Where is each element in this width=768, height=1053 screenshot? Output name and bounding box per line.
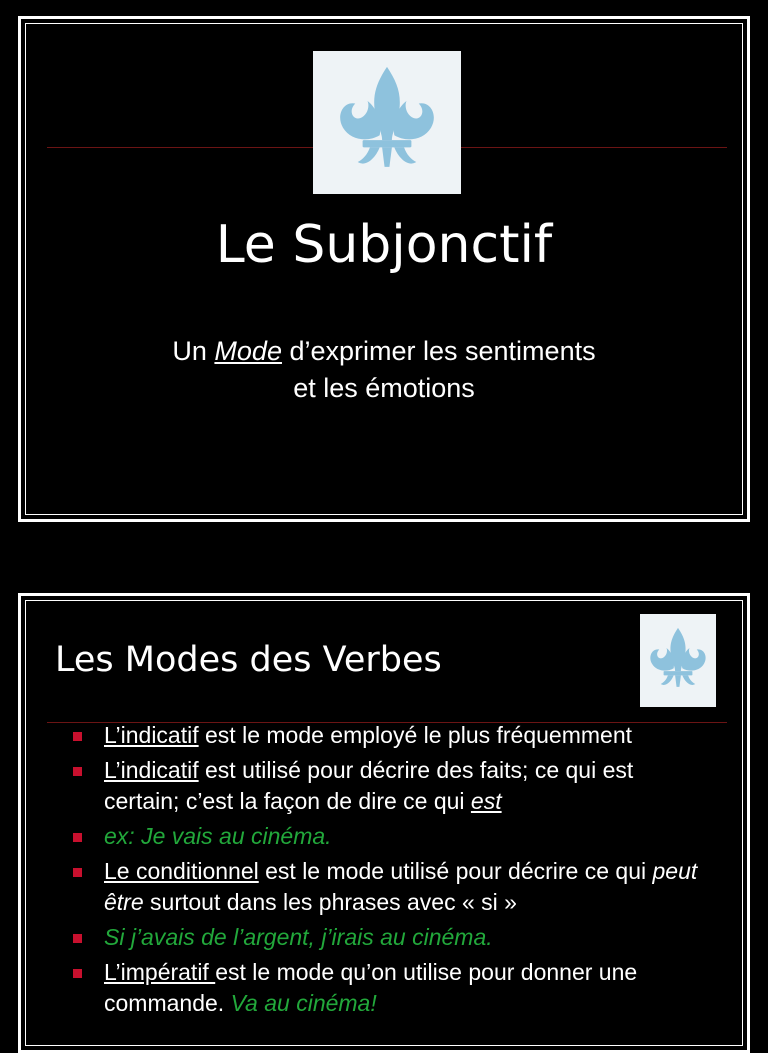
- title-slide: [18, 16, 750, 522]
- subtitle-emphasis: Mode: [214, 336, 282, 366]
- bullet-emphasis: peut être: [104, 858, 698, 915]
- bullet-text: surtout dans les phrases avec « si »: [143, 889, 517, 915]
- list-item: [73, 922, 713, 953]
- mode-term: Le conditionnel: [104, 858, 259, 884]
- fleur-de-lis-icon: [642, 625, 714, 697]
- example-text: Si j’avais de l’argent, j’irais au cinéma.: [104, 924, 493, 950]
- list-item: [73, 755, 713, 817]
- mode-term: L’indicatif: [104, 757, 199, 783]
- content-slide: [18, 593, 750, 1053]
- example-text: Va au cinéma!: [230, 990, 377, 1016]
- bullet-square-icon: [73, 833, 82, 842]
- bullet-square-icon: [73, 969, 82, 978]
- bullet-square-icon: [73, 767, 82, 776]
- list-item: [73, 720, 713, 751]
- bullet-text: est le mode qu’on utilise pour donner une commande.: [104, 959, 638, 1016]
- mode-term: L’indicatif: [104, 722, 199, 748]
- fleur-de-lis-icon: [326, 62, 448, 184]
- mode-term: L’impératif: [104, 959, 216, 985]
- fleur-de-lis-icon: [313, 51, 461, 194]
- bullet-emphasis: est: [470, 788, 502, 814]
- slide-subtitle: [21, 333, 747, 407]
- bullet-list: [73, 720, 713, 1023]
- slide-title: Les Modes des Verbes: [55, 640, 442, 680]
- bullet-text: est utilisé pour décrire des faits; ce qui est certain; c’est la façon de dire ce qui: [104, 757, 634, 814]
- bullet-square-icon: [73, 868, 82, 877]
- subtitle-text: Un: [172, 336, 215, 366]
- fleur-de-lis-icon: [640, 614, 716, 707]
- list-item: [73, 856, 713, 918]
- list-item: [73, 821, 713, 852]
- slide-title: Le Subjonctif: [215, 215, 553, 275]
- bullet-square-icon: [73, 934, 82, 943]
- bullet-text: est le mode employé le plus fréquemment: [198, 722, 633, 748]
- bullet-square-icon: [73, 732, 82, 741]
- subtitle-text: et les émotions: [293, 373, 475, 403]
- bullet-text: est le mode utilisé pour décrire ce qui: [258, 858, 653, 884]
- list-item: [73, 957, 713, 1019]
- subtitle-text: d’exprimer les sentiments: [281, 336, 596, 366]
- example-text: ex: Je vais au cinéma.: [104, 823, 332, 849]
